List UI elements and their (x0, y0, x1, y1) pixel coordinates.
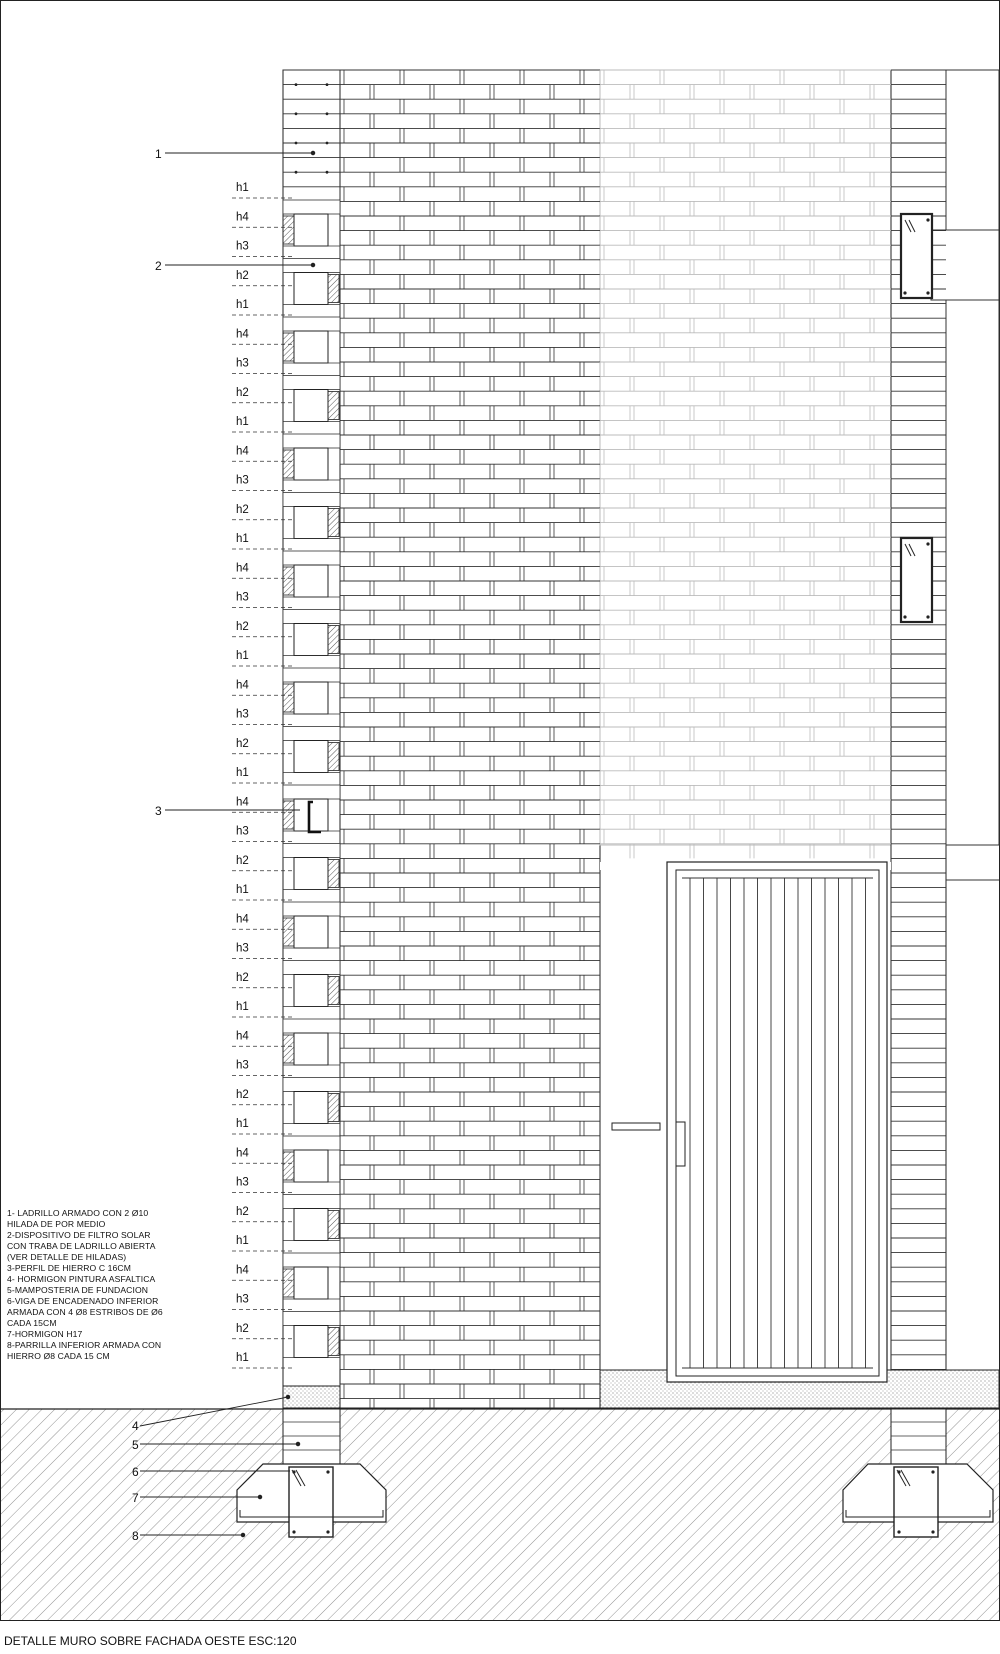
door-leaf (676, 870, 879, 1376)
course-label: h1 (236, 416, 249, 428)
filter-brick (294, 214, 328, 246)
course-label: h1 (236, 767, 249, 779)
course-label: h1 (236, 182, 249, 194)
foundation-masonry-right (891, 1409, 946, 1464)
course-gap (283, 902, 340, 916)
course-label: h4 (236, 913, 249, 926)
course-label: h4 (236, 1030, 249, 1043)
course-label: h2 (236, 503, 249, 516)
filter-brick-cut (328, 275, 339, 303)
course-label: h2 (236, 620, 249, 633)
course-gap (283, 1136, 340, 1150)
legend-line: 6-VIGA DE ENCADENADO INFERIOR (7, 1296, 159, 1306)
concrete-plinth (283, 1386, 340, 1408)
course-label: h1 (236, 1118, 249, 1130)
legend-line: CON TRABA DE LADRILLO ABIERTA (7, 1241, 156, 1251)
filter-brick-cut (328, 626, 339, 654)
rebar-dot (295, 171, 298, 174)
filter-brick (294, 390, 328, 422)
legend-line: 2-DISPOSITIVO DE FILTRO SOLAR (7, 1230, 151, 1240)
course-label: h2 (236, 854, 249, 867)
course-label: h1 (236, 1001, 249, 1013)
legend (7, 1208, 207, 1362)
course-label: h3 (236, 1293, 249, 1306)
course-gap (283, 493, 340, 507)
rebar-dot (326, 171, 329, 174)
course-label: h1 (236, 1235, 249, 1247)
rebar-dot (326, 112, 329, 115)
filter-brick (294, 1033, 328, 1065)
filter-brick-cut (328, 509, 339, 537)
course-label: h1 (236, 299, 249, 311)
filter-brick-cut (283, 567, 294, 595)
course-label: h4 (236, 211, 249, 224)
filter-brick (294, 565, 328, 597)
filter-brick (294, 1209, 328, 1241)
course-label: h4 (236, 445, 249, 458)
filter-brick (294, 448, 328, 480)
filter-brick-cut (328, 1211, 339, 1239)
filter-brick (294, 1326, 328, 1358)
tie-beam-right (894, 1467, 938, 1537)
course-label: h3 (236, 1176, 249, 1189)
course-label: h3 (236, 1059, 249, 1072)
filter-brick (294, 916, 328, 948)
course-label: h2 (236, 1322, 249, 1335)
rebar-dot (295, 142, 298, 145)
course-label: h2 (236, 1205, 249, 1218)
filter-brick-cut (328, 977, 339, 1005)
callout-3: 3 (155, 804, 162, 818)
filter-brick (294, 975, 328, 1007)
filter-brick-cut (283, 450, 294, 478)
course-label: h1 (236, 1352, 249, 1364)
filter-brick-cut (283, 1269, 294, 1297)
legend-line: 4- HORMIGON PINTURA ASFALTICA (7, 1274, 156, 1284)
course-gap (283, 317, 340, 331)
course-label: h4 (236, 1264, 249, 1277)
course-gap (283, 844, 340, 858)
adjacent-beam (931, 230, 999, 300)
filter-brick (294, 799, 328, 831)
course-label: h4 (236, 679, 249, 692)
course-gap (283, 434, 340, 448)
legend-line: 8-PARRILLA INFERIOR ARMADA CON (7, 1340, 162, 1350)
callout-1: 1 (155, 147, 162, 161)
callout-4: 4 (132, 1419, 139, 1433)
callout-5: 5 (132, 1438, 139, 1452)
course-gap (283, 668, 340, 682)
drawing-caption: DETALLE MURO SOBRE FACHADA OESTE ESC:120 (4, 1634, 297, 1648)
filter-brick (294, 858, 328, 890)
course-label: h4 (236, 328, 249, 341)
course-label: h4 (236, 562, 249, 575)
course-label: h2 (236, 971, 249, 984)
legend-line: ARMADA CON 4 Ø8 ESTRIBOS DE Ø6 (7, 1307, 163, 1317)
course-label: h2 (236, 386, 249, 399)
course-label: h4 (236, 1147, 249, 1160)
course-gap (283, 1312, 340, 1326)
course-label: h2 (236, 1088, 249, 1101)
legend-line: HILADA DE POR MEDIO (7, 1219, 106, 1229)
adjacent-wall (946, 70, 999, 845)
legend-line: 3-PERFIL DE HIERRO C 16CM (7, 1263, 131, 1273)
course-label: h3 (236, 474, 249, 487)
legend-line: CADA 15CM (7, 1318, 57, 1328)
legend-line: (VER DETALLE DE HILADAS) (7, 1252, 127, 1262)
course-label: h1 (236, 884, 249, 896)
course-label: h4 (236, 796, 249, 809)
filter-brick (294, 741, 328, 773)
course-label: h1 (236, 650, 249, 662)
course-label: h3 (236, 708, 249, 721)
filter-brick-cut (328, 1328, 339, 1356)
rebar-dot (295, 83, 298, 86)
course-gap (283, 200, 340, 214)
rebar-dot (295, 112, 298, 115)
course-gap (283, 1253, 340, 1267)
course-gap (283, 961, 340, 975)
course-label: h3 (236, 942, 249, 955)
legend-line: 1- LADRILLO ARMADO CON 2 Ø10 (7, 1208, 149, 1218)
filter-brick-cut (283, 1152, 294, 1180)
course-gap (283, 1078, 340, 1092)
filter-brick (294, 682, 328, 714)
filter-brick (294, 273, 328, 305)
filter-brick-cut (328, 860, 339, 888)
wall-elevation-dark (340, 70, 600, 1408)
filter-brick (294, 624, 328, 656)
door-handle[interactable] (676, 1122, 685, 1166)
course-label: h1 (236, 533, 249, 545)
legend-line: 5-MAMPOSTERIA DE FUNDACION (7, 1285, 149, 1295)
filter-brick-cut (328, 743, 339, 771)
callout-2: 2 (155, 259, 162, 273)
course-gap (283, 1195, 340, 1209)
legend-line: 7-HORMIGON H17 (7, 1329, 83, 1339)
callout-8: 8 (132, 1529, 139, 1543)
filter-brick-cut (283, 216, 294, 244)
course-gap (283, 610, 340, 624)
filter-brick-cut (283, 684, 294, 712)
wall-elevation-light (600, 70, 891, 845)
filter-brick (294, 1092, 328, 1124)
filter-brick-cut (283, 801, 294, 829)
callout-7: 7 (132, 1491, 139, 1505)
course-gap (283, 551, 340, 565)
course-label: h2 (236, 737, 249, 750)
course-label: h3 (236, 240, 249, 253)
filter-brick (294, 1150, 328, 1182)
filter-brick-cut (283, 333, 294, 361)
course-gap (283, 376, 340, 390)
filter-brick (294, 507, 328, 539)
filter-brick (294, 1267, 328, 1299)
filter-brick (294, 331, 328, 363)
tie-beam-left (289, 1467, 333, 1537)
rebar-dot (326, 142, 329, 145)
filter-brick-cut (328, 392, 339, 420)
foundation-masonry-left (283, 1409, 340, 1464)
course-label: h2 (236, 269, 249, 282)
course-gap (283, 727, 340, 741)
filter-brick-cut (283, 918, 294, 946)
filter-brick-cut (283, 1035, 294, 1063)
course-gap (283, 1019, 340, 1033)
legend-line: HIERRO Ø8 CADA 15 CM (7, 1351, 110, 1361)
filter-brick-cut (328, 1094, 339, 1122)
mail-slot (612, 1123, 660, 1130)
course-label: h3 (236, 357, 249, 370)
course-label: h3 (236, 591, 249, 604)
callout-6: 6 (132, 1465, 139, 1479)
rebar-dot (326, 83, 329, 86)
course-label: h3 (236, 825, 249, 838)
course-gap (283, 785, 340, 799)
